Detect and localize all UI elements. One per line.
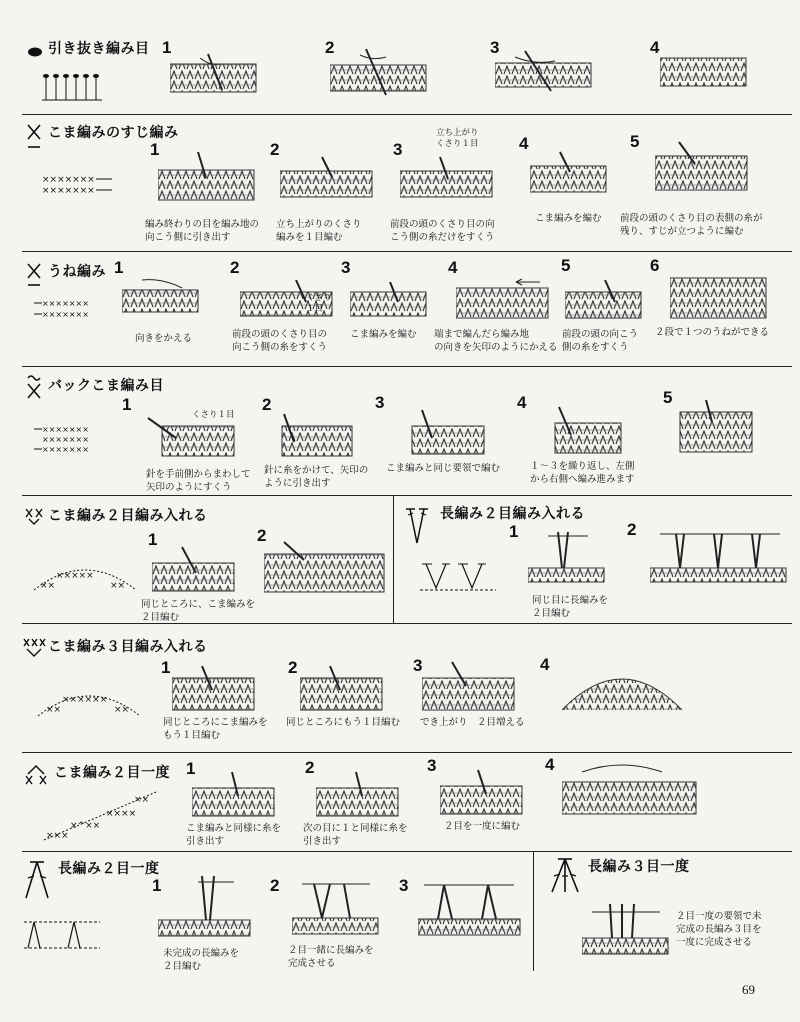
svg-text:×××××××: ××××××× [42, 435, 89, 444]
divider [22, 366, 792, 367]
annotation-label: くさり １目 [306, 293, 332, 314]
step-caption: こま編みを編む [535, 213, 602, 224]
step-number: 2 [627, 520, 637, 539]
step-number: 3 [490, 38, 500, 57]
step-caption: ２目一緒に長編みを 完成させる [288, 945, 374, 969]
step-number: 3 [399, 876, 409, 895]
sc2tog-symbol-icon [24, 762, 48, 790]
step-illustration [422, 660, 518, 720]
step-number: 6 [650, 256, 660, 275]
step-illustration [670, 268, 770, 328]
step-illustration [650, 528, 790, 592]
section-title-dc2tog: 長編み２目一度 [58, 861, 160, 877]
step-illustration [660, 52, 750, 96]
step-illustration [316, 770, 402, 824]
step-caption: 未完成の長編みを ２目編む [163, 948, 240, 972]
step-caption: こま編みを編む [350, 329, 417, 340]
step-caption: 同じ目に長編みを ２目編む [532, 595, 609, 619]
step-number: 5 [561, 256, 571, 275]
step-illustration [582, 898, 672, 962]
divider [533, 851, 534, 971]
page-number: 69 [742, 982, 755, 997]
reverse-sc-chart [34, 422, 114, 460]
section-title-ridge: うね編み [48, 264, 106, 280]
step-illustration [152, 545, 238, 599]
svg-text:×××××××: ××××××× [42, 186, 95, 196]
step-illustration [264, 540, 388, 600]
step-number: 5 [630, 132, 640, 151]
step-number: 4 [448, 258, 458, 277]
step-illustration [418, 875, 524, 943]
step-number: 4 [545, 755, 555, 774]
step-illustration [158, 870, 254, 944]
step-number: 2 [305, 758, 315, 777]
step-number: 2 [262, 395, 272, 414]
svg-text:×××: ××× [46, 831, 69, 841]
step-number: 1 [161, 658, 171, 677]
step-illustration [528, 528, 608, 592]
step-illustration [170, 50, 260, 104]
step-illustration [280, 155, 376, 207]
step-caption: 同じところにもう１目編む [286, 717, 401, 728]
divider [22, 495, 792, 496]
step-number: 2 [288, 658, 298, 677]
divider [22, 623, 792, 624]
dc2tog-chart [24, 918, 104, 958]
step-illustration [392, 408, 488, 462]
section-title-slip-stitch: 引き抜き編み目 [48, 41, 150, 57]
step-illustration [655, 140, 751, 200]
step-caption: 端まで編んだら編み地 の向きを矢印のようにかえる [434, 329, 558, 353]
step-illustration [272, 412, 356, 464]
step-illustration [565, 280, 645, 326]
step-illustration [562, 654, 686, 718]
step-caption: 立ち上がりのくさり 編みを１目編む [276, 219, 362, 243]
section-title-3sc-increase: こま編み３目編み入れる [48, 639, 208, 655]
step-number: 2 [325, 38, 335, 57]
step-number: 1 [148, 530, 158, 549]
svg-text:××: ×× [46, 705, 62, 715]
step-caption: こま編みと同じ要領で編む [386, 463, 501, 474]
step-caption: 次の目に１と同様に糸を 引き出す [303, 823, 408, 847]
step-number: 3 [341, 258, 351, 277]
svg-text:×××××: ××××× [56, 571, 94, 581]
step-number: 4 [540, 655, 550, 674]
two-sc-increase-symbol-icon [24, 505, 44, 529]
step-caption: ２段で１つのうねができる [655, 327, 770, 338]
svg-text:×××××××: ××××××× [42, 425, 89, 434]
step-number: 3 [375, 393, 385, 412]
svg-text:××××××: ×××××× [62, 695, 108, 705]
back-loop-chart [40, 172, 116, 202]
step-illustration [330, 45, 430, 105]
step-caption: でき上がり ２目増える [420, 717, 525, 728]
step-number: 1 [122, 395, 132, 414]
section-title-reverse-sc: バックこま編み目 [48, 378, 164, 394]
section-title-dc3tog: 長編み３目一度 [588, 859, 690, 875]
step-illustration [530, 150, 610, 200]
step-number: 4 [650, 38, 660, 57]
step-illustration [456, 278, 552, 328]
step-illustration [676, 400, 756, 460]
divider [22, 851, 792, 852]
2dc-increase-chart [420, 560, 500, 596]
step-caption: 前段の頭のくさり目の 向こう側の糸をすくう [232, 329, 328, 353]
divider [22, 251, 792, 252]
step-illustration [350, 282, 430, 326]
step-caption: １～３を繰り返し、左側 から右側へ編み進みます [530, 461, 635, 485]
three-sc-increase-symbol-icon [22, 636, 48, 662]
section-title-2dc-increase: 長編み２目編み入れる [440, 506, 585, 522]
step-caption: 編み終わりの目を編み地の 向こう側に引き出す [145, 219, 260, 243]
step-number: 1 [186, 759, 196, 778]
divider [393, 495, 394, 623]
section-title-2sc-increase: こま編み２目編み入れる [48, 508, 208, 524]
step-caption: こま編みと同様に糸を 引き出す [186, 823, 282, 847]
step-number: 5 [663, 388, 673, 407]
step-number: 1 [162, 38, 172, 57]
3sc-increase-chart [34, 680, 144, 724]
ridge-stitch-symbol-icon [26, 262, 42, 292]
step-illustration [562, 762, 702, 822]
step-number: 1 [509, 522, 519, 541]
step-illustration [300, 664, 386, 718]
step-caption: ２目一度の要領で未 完成の長編み３目を 一度に完成させる [676, 911, 762, 948]
step-illustration [440, 768, 526, 822]
step-caption: 針に糸をかけて、矢印の ように引き出す [264, 465, 369, 489]
step-illustration [400, 155, 496, 207]
step-illustration [158, 150, 258, 210]
step-illustration [122, 278, 202, 322]
two-dc-increase-symbol-icon [403, 505, 431, 549]
sc2tog-chart [40, 788, 160, 848]
svg-text:××: ×× [114, 705, 130, 715]
step-number: 2 [270, 876, 280, 895]
annotation-label: くさり１目 [192, 410, 235, 420]
step-number: 4 [519, 134, 529, 153]
svg-text:×××××××: ××××××× [42, 175, 95, 185]
svg-text:××: ×× [134, 795, 150, 805]
step-caption: ２目を一度に編む [444, 821, 521, 832]
step-caption: 同じところにこま編みを もう１目編む [163, 717, 268, 741]
step-number: 2 [270, 140, 280, 159]
step-caption: 前段の頭のくさり目の向 こう側の糸だけをすくう [390, 219, 495, 243]
step-illustration [535, 405, 625, 461]
slip-stitch-symbol-icon [27, 42, 43, 61]
svg-text:×××××××: ××××××× [42, 299, 89, 308]
divider [22, 114, 792, 115]
single-crochet-back-loop-symbol-icon [26, 122, 42, 154]
svg-text:×××××××: ××××××× [42, 310, 89, 319]
step-caption: 同じところに、こま編みを ２目編む [141, 599, 256, 623]
step-number: 3 [427, 756, 437, 775]
step-illustration [495, 45, 595, 101]
step-number: 3 [393, 140, 403, 159]
slip-stitch-chart [40, 70, 110, 108]
step-caption: 針を手前側からまわして 矢印のようにすくう [146, 469, 251, 493]
step-number: 1 [114, 258, 124, 277]
dc2tog-symbol-icon [22, 858, 52, 906]
step-number: 1 [152, 876, 162, 895]
svg-text:××××: ×××× [106, 809, 137, 819]
step-caption: 前段の頭の向こう 側の糸をすくう [562, 329, 639, 353]
step-caption: 向きをかえる [135, 333, 193, 344]
step-number: 2 [257, 526, 267, 545]
svg-text:××: ×× [40, 581, 56, 591]
step-caption: 前段の頭のくさり目の表側の糸が 残り、すじが立つように編む [620, 213, 763, 237]
svg-text:××: ×× [110, 581, 126, 591]
step-illustration [292, 872, 382, 942]
svg-text:×××××××: ××××××× [42, 445, 89, 454]
section-title-sc2tog: こま編み２目一度 [54, 765, 170, 781]
ridge-chart [34, 296, 104, 328]
reverse-sc-symbol-icon [26, 372, 42, 406]
step-illustration [192, 770, 278, 824]
step-number: 4 [517, 393, 527, 412]
dc3tog-symbol-icon [548, 856, 582, 900]
step-illustration [172, 664, 258, 718]
svg-text:×^××: ×^×× [70, 821, 101, 831]
step-number: 3 [413, 656, 423, 675]
step-illustration [142, 412, 238, 464]
2sc-increase-chart [30, 556, 140, 600]
section-title-back-loop-sc: こま編みのすじ編み [48, 125, 179, 141]
annotation-label: 立ち上がり くさり１目 [436, 128, 479, 149]
step-number: 2 [230, 258, 240, 277]
step-number: 1 [150, 140, 160, 159]
divider [22, 752, 792, 753]
